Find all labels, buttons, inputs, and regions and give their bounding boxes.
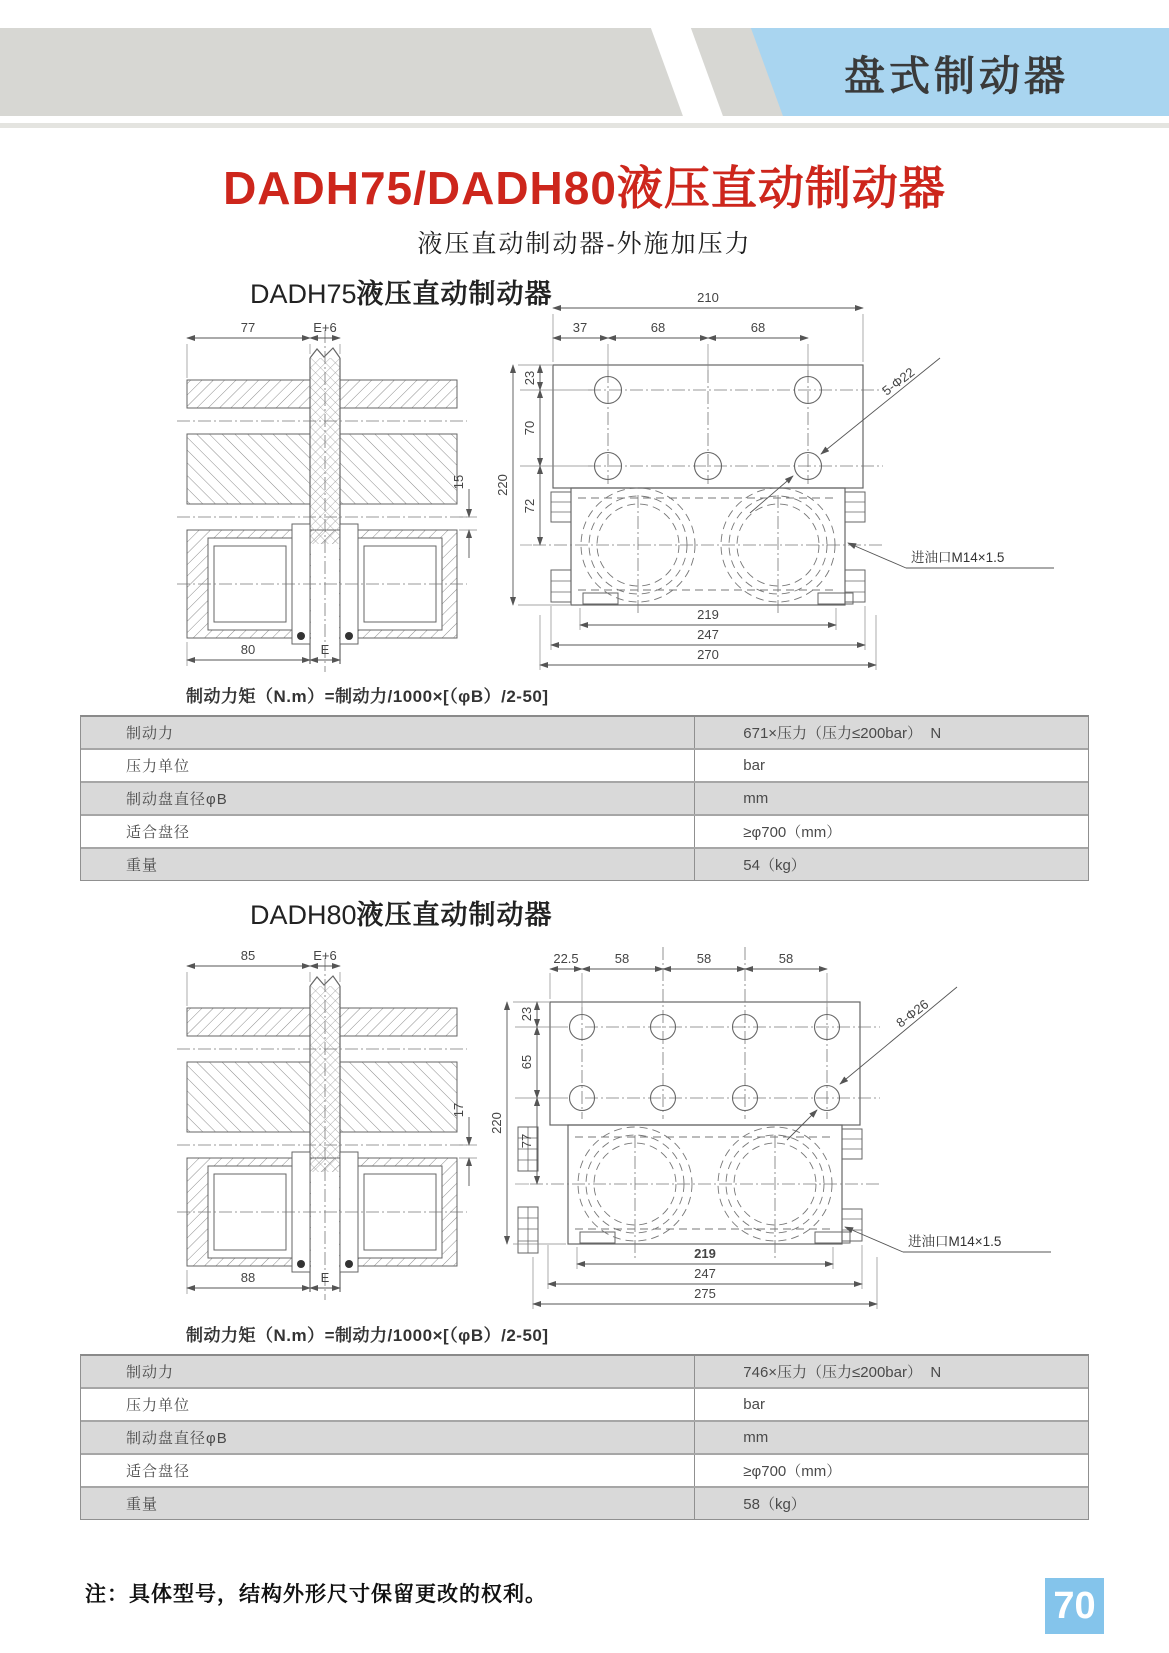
dim-label: 270 bbox=[697, 647, 719, 662]
table-row bbox=[81, 717, 1088, 750]
model-name: DADH80 bbox=[250, 900, 357, 930]
dim-label: 247 bbox=[694, 1266, 716, 1281]
dim-label: 22.5 bbox=[553, 951, 579, 966]
table-row bbox=[81, 816, 1088, 849]
section-dadh80 bbox=[0, 891, 1169, 1321]
dim-label: 219 bbox=[697, 607, 719, 622]
table-row bbox=[81, 849, 1088, 880]
table-row bbox=[81, 1356, 1088, 1389]
dim-label: 68 bbox=[650, 320, 666, 335]
dim-label: 220 bbox=[495, 474, 510, 496]
dimensions bbox=[489, 951, 877, 1309]
dim-label: 68 bbox=[750, 320, 766, 335]
oil-port-label: 进油口M14×1.5 bbox=[908, 1234, 1002, 1249]
dim-label: 88 bbox=[240, 1270, 256, 1285]
dim-label: 77 bbox=[519, 1133, 534, 1149]
cylinders bbox=[530, 1127, 880, 1259]
table-row bbox=[81, 1389, 1088, 1422]
spec-value: 58（kg） bbox=[743, 1496, 806, 1513]
dim-label: 247 bbox=[697, 627, 719, 642]
spec-value: bar bbox=[743, 1396, 765, 1413]
torque-formula-dadh80: 制动力矩（N.m）=制动力/1000×[（φB）/2-50] bbox=[186, 1326, 549, 1345]
table-row bbox=[81, 1455, 1088, 1488]
header-stripe bbox=[646, 28, 730, 116]
spec-label: 重量 bbox=[81, 1488, 695, 1519]
section-dadh75 bbox=[0, 270, 1169, 682]
spec-label: 制动力 bbox=[81, 717, 695, 748]
dim-label: 275 bbox=[694, 1286, 716, 1301]
spec-label: 适合盘径 bbox=[81, 1455, 695, 1486]
dim-label: 70 bbox=[522, 420, 537, 436]
spec-value: ≥φ700（mm） bbox=[743, 1463, 842, 1480]
bolt-holes bbox=[588, 370, 883, 484]
body-top-view bbox=[518, 1002, 862, 1253]
dim-label: 65 bbox=[519, 1054, 534, 1070]
dim-label: 37 bbox=[572, 320, 588, 335]
spec-label: 压力单位 bbox=[81, 750, 695, 781]
spec-label: 制动盘直径φB bbox=[81, 1422, 695, 1453]
oil-port-label: 进油口M14×1.5 bbox=[911, 550, 1005, 565]
dim-label: 15 bbox=[451, 474, 466, 490]
header-category: 盘式制动器 bbox=[844, 52, 1069, 99]
spec-value: 746×压力（压力≤200bar） N bbox=[743, 1364, 942, 1381]
holes-callout-label: 8-Φ26 bbox=[893, 996, 932, 1031]
dadh80-cross-section-drawing bbox=[172, 936, 482, 1304]
dim-label: 77 bbox=[240, 320, 256, 335]
dadh75-cross-section-drawing bbox=[172, 308, 482, 676]
page-number-badge: 70 bbox=[1045, 1578, 1104, 1634]
dimensions bbox=[495, 290, 876, 670]
footer-note: 注：具体型号，结构外形尺寸保留更改的权利。 bbox=[85, 1583, 547, 1606]
dadh75-top-view-drawing bbox=[488, 270, 1088, 675]
dim-label: 58 bbox=[614, 951, 630, 966]
dim-label: E+6 bbox=[313, 320, 337, 335]
spec-value: mm bbox=[743, 790, 769, 807]
spec-value: mm bbox=[743, 1429, 769, 1446]
page-title: DADH75/DADH80液压直动制动器 bbox=[223, 162, 946, 214]
body-cross-section bbox=[177, 958, 467, 1300]
callout-labels bbox=[750, 358, 1054, 568]
spec-value: 54（kg） bbox=[743, 857, 806, 874]
dim-label: 23 bbox=[519, 1006, 534, 1022]
spec-label: 适合盘径 bbox=[81, 816, 695, 847]
spec-label: 制动力 bbox=[81, 1356, 695, 1387]
dim-label: E+6 bbox=[313, 948, 337, 963]
spec-value: ≥φ700（mm） bbox=[743, 824, 842, 841]
model-suffix: 液压直动制动器 bbox=[356, 279, 553, 309]
table-row bbox=[81, 750, 1088, 783]
dim-label: 80 bbox=[240, 642, 256, 657]
page-header bbox=[0, 0, 1169, 130]
table-row bbox=[81, 1422, 1088, 1455]
dim-label: 85 bbox=[240, 948, 256, 963]
dim-label: 17 bbox=[451, 1102, 466, 1118]
dadh75-spec-table bbox=[80, 715, 1089, 881]
cylinders bbox=[533, 488, 883, 615]
dim-label: 58 bbox=[696, 951, 712, 966]
torque-formula-dadh75: 制动力矩（N.m）=制动力/1000×[（φB）/2-50] bbox=[186, 687, 549, 706]
dim-label: 219 bbox=[694, 1246, 716, 1261]
model-suffix: 液压直动制动器 bbox=[356, 900, 553, 930]
bolt-holes bbox=[570, 947, 881, 1119]
dim-label: 58 bbox=[778, 951, 794, 966]
dadh80-spec-table bbox=[80, 1354, 1089, 1520]
dim-label: 210 bbox=[697, 290, 719, 305]
table-row bbox=[81, 783, 1088, 816]
spec-label: 制动盘直径φB bbox=[81, 783, 695, 814]
model-name: DADH75 bbox=[250, 279, 357, 309]
dim-label: E bbox=[320, 1270, 330, 1285]
dim-label: E bbox=[320, 642, 330, 657]
spec-label: 压力单位 bbox=[81, 1389, 695, 1420]
page-subtitle: 液压直动制动器-外施加压力 bbox=[417, 230, 752, 258]
dim-label: 220 bbox=[489, 1112, 504, 1134]
table-row bbox=[81, 1488, 1088, 1519]
spec-value: 671×压力（压力≤200bar） N bbox=[743, 725, 942, 742]
holes-callout-label: 5-Φ22 bbox=[879, 364, 918, 399]
dadh80-top-view-drawing bbox=[485, 907, 1085, 1317]
dim-label: 23 bbox=[522, 370, 537, 386]
spec-label: 重量 bbox=[81, 849, 695, 880]
spec-value: bar bbox=[743, 757, 765, 774]
header-underline bbox=[0, 123, 1169, 128]
body-cross-section bbox=[177, 330, 467, 672]
dim-label: 72 bbox=[522, 498, 537, 514]
